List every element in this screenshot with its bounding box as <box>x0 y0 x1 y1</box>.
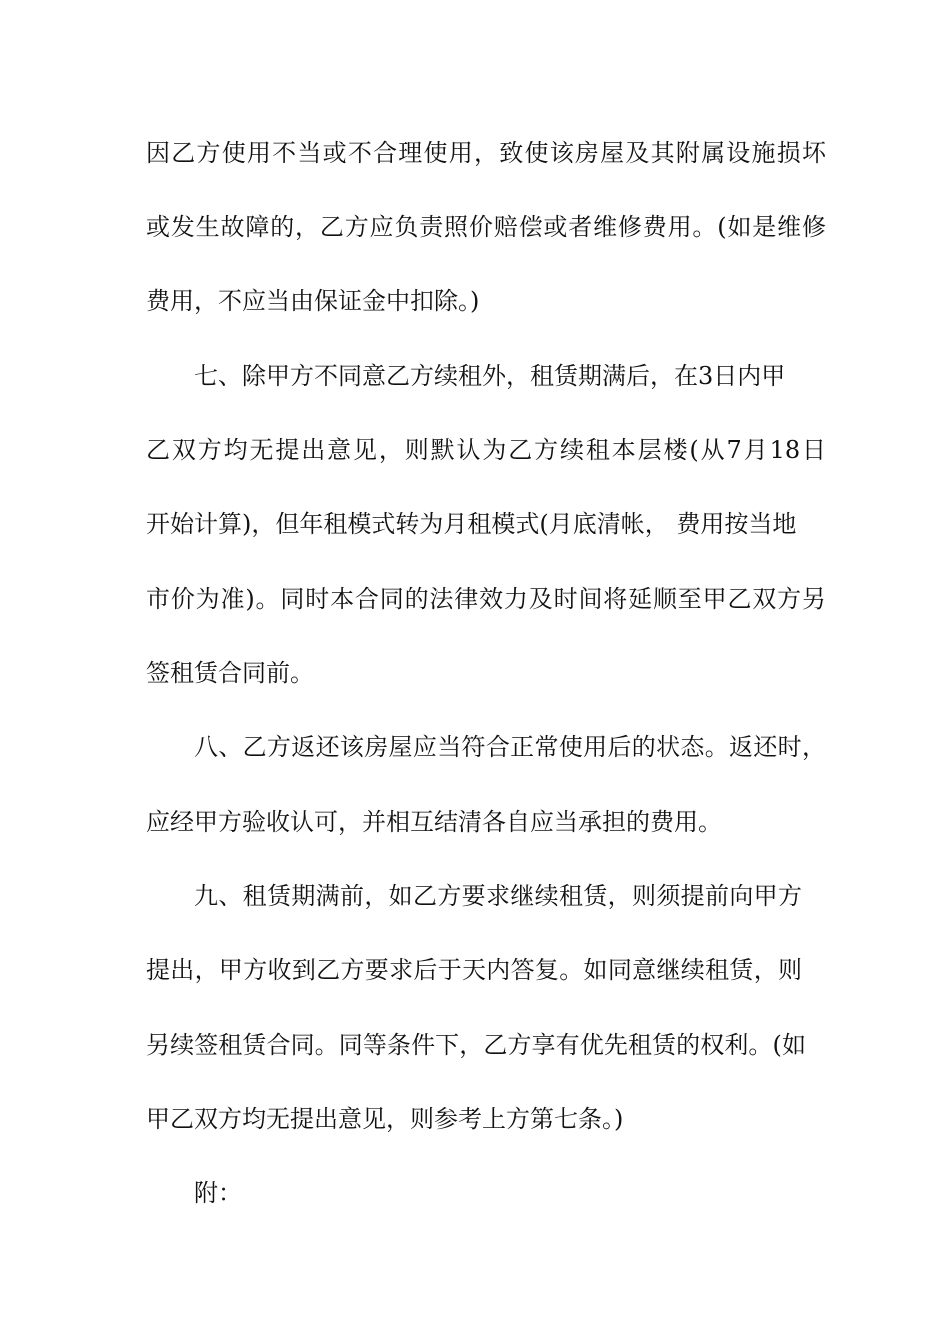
clause-seven-line-4: 市价为准)。同时本合同的法律效力及时间将延顺至甲乙双方另 <box>146 585 826 613</box>
paragraph-line-3: 费用，不应当由保证金中扣除。) <box>146 287 480 315</box>
paragraph-line-1: 因乙方使用不当或不合理使用，致使该房屋及其附属设施损坏 <box>146 139 826 167</box>
clause-nine-line-4: 甲乙双方均无提出意见，则参考上方第七条。) <box>146 1105 624 1133</box>
clause-nine-line-1: 九、租赁期满前，如乙方要求继续租赁，则须提前向甲方 <box>194 882 802 910</box>
clause-eight-line-1: 八、乙方返还该房屋应当符合正常使用后的状态。返还时， <box>194 733 826 761</box>
clause-nine-line-3: 另续签租赁合同。同等条件下，乙方享有优先租赁的权利。(如 <box>146 1031 806 1059</box>
paragraph-line-2: 或发生故障的，乙方应负责照价赔偿或者维修费用。(如是维修 <box>146 213 826 241</box>
attachment-label: 附： <box>194 1179 242 1207</box>
clause-seven-line-1: 七、除甲方不同意乙方续租外，租赁期满后，在3日内甲 <box>194 362 786 390</box>
clause-eight-line-2: 应经甲方验收认可，并相互结清各自应当承担的费用。 <box>146 808 722 836</box>
clause-nine-line-2: 提出，甲方收到乙方要求后于天内答复。如同意继续租赁，则 <box>146 956 802 984</box>
clause-seven-line-3: 开始计算)，但年租模式转为月租模式(月底清帐， 费用按当地 <box>146 510 797 538</box>
clause-seven-line-5: 签租赁合同前。 <box>146 659 314 687</box>
clause-seven-line-2: 乙双方均无提出意见，则默认为乙方续租本层楼(从7月18日 <box>146 436 826 464</box>
